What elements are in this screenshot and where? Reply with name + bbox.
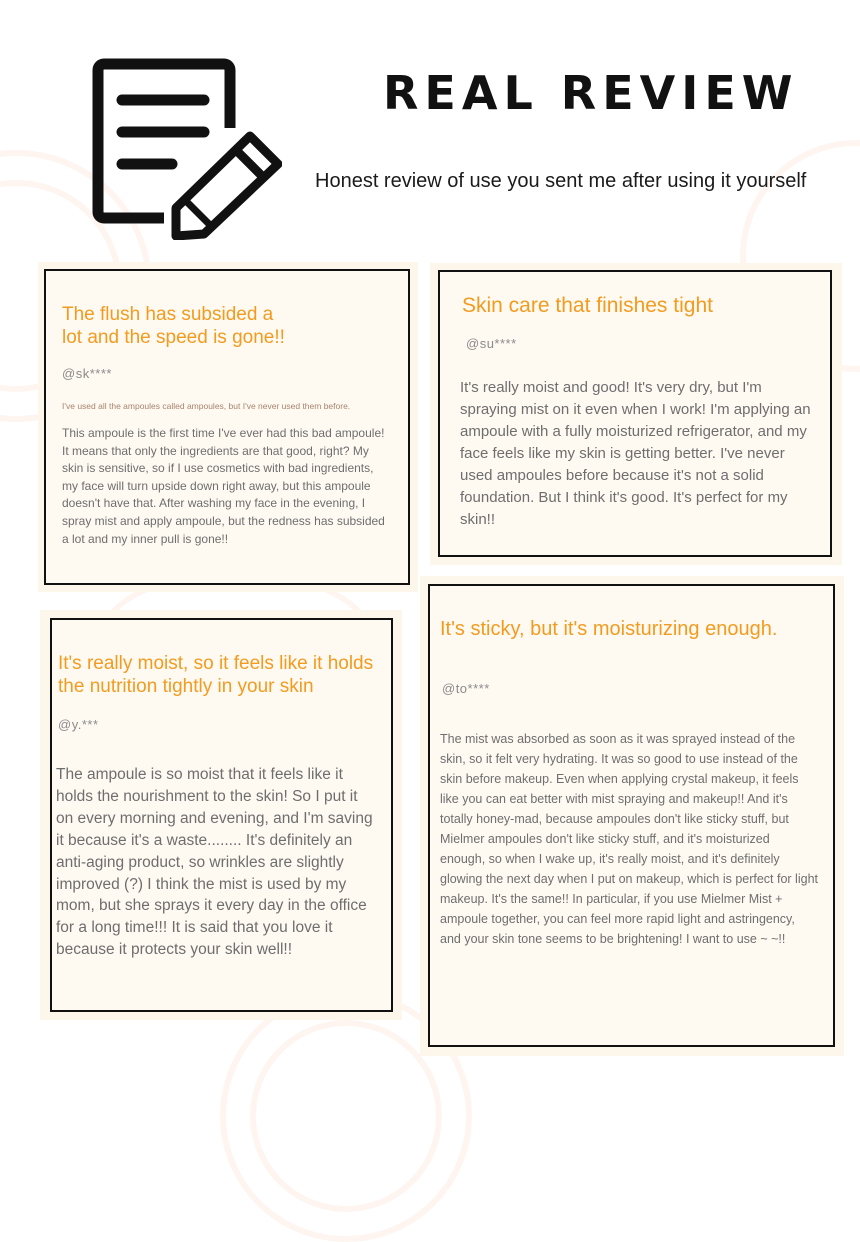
review-note: I've used all the ampoules called ampoules, but I've never used them before.	[62, 401, 351, 411]
reviewer-handle: @y.***	[58, 717, 99, 732]
review-body: This ampoule is the first time I've ever had this bad ampoule! It means that only the ingredients are that good, right? My skin is sensitive, so if I use cosmetics with bad ingredients, my face will turn upside down right away, but this ampoule doesn't have that. After washing my face in the evening, I spray mist and apply ampoule, but the redness has subsided a lot and my inner pull is gone!!	[62, 426, 385, 546]
review-card-1	[44, 269, 410, 585]
reviewer-handle: @sk****	[62, 366, 112, 381]
reviewer-handle: @to****	[442, 681, 490, 696]
review-title: It's sticky, but it's moisturizing enough.	[440, 618, 778, 640]
review-body: The ampoule is so moist that it feels like it holds the nourishment to the skin! So I put it on every morning and evening, and I'm saving it because it's a waste........ It's definitely an anti-aging product, so wrinkles are slightly improved (?) I think the mist is used by my mom, but she sprays it every day in the office for a long time!!! It is said that you love it because it protects your skin well!!	[56, 766, 373, 959]
review-title: It's really moist, so it feels like it holds the nutrition tightly in your skin	[58, 653, 374, 697]
review-card-4	[428, 584, 835, 1047]
review-card-2	[438, 270, 832, 557]
review-card-3	[50, 618, 393, 1012]
review-body: It's really moist and good! It's very dry, but I'm spraying mist on it even when I work! I'm applying an ampoule with a fully moisturized refrigerator, and my face feels like my skin is getting better. I've never used ampoules before because it's not a solid foundation. But I think it's good. It's perfect for my skin!!	[460, 379, 811, 528]
background-swirl	[250, 1020, 442, 1212]
review-body: The mist was absorbed as soon as it was sprayed instead of the skin, so it felt very hydrating. It was so good to use instead of the skin before makeup. Even when applying crystal makeup, it feels like you can eat better with mist spraying and makeup!! And it's totally honey-mad, because ampoules don't like sticky stuff, but Mielmer ampoules don't like sticky stuff, and it's moisturized enough, so when I wake up, it's really moist, and it's definitely glowing the next day when I put on makeup, which is perfect for light makeup. It's the same!! In particular, if you use Mielmer Mist + ampoule together, you can feel more rapid light and astringency, and your skin tone seems to be brightening! I want to use ~ ~!!	[440, 732, 818, 946]
reviewer-handle: @su****	[466, 336, 517, 351]
page-subtitle: Honest review of use you sent me after using it yourself	[315, 170, 807, 192]
review-title: The flush has subsided a lot and the speed is gone!!	[62, 304, 285, 348]
document-pencil-icon	[92, 58, 282, 240]
page-title: REAL REVIEW	[383, 66, 799, 120]
review-title: Skin care that finishes tight	[462, 294, 713, 317]
